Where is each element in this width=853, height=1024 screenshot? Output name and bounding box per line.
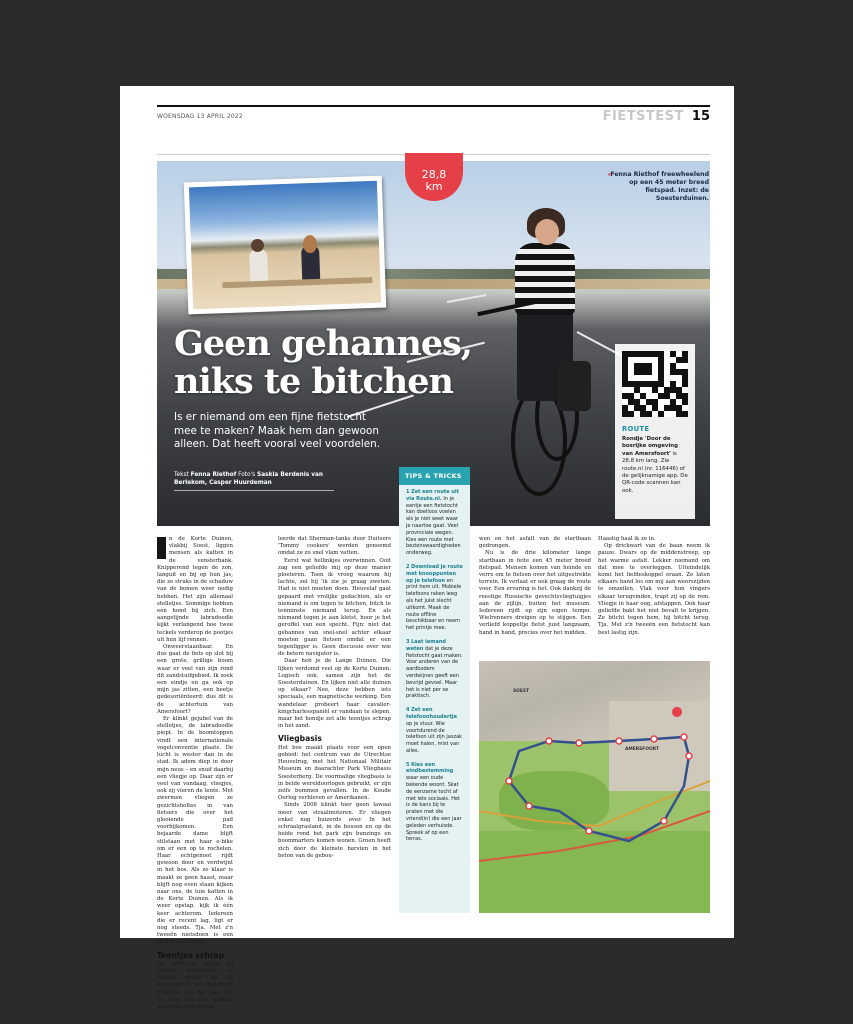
paragraph: Er klinkt gejubel van de stelletjes, de labradoodle piept. In de boomtoppen vindt een internationale vogelconventie plaats. De lucht is wester dan in de stad. Ik adem diep in door mijn neus – en snuif daarbij een vliegje op. Daar zijn er veel van vandaag, vliegjes, ook zij vieren de lente. Met zwermen vliegen ze gezichtsholtes in van fietsers die over het glooiende pad voorbijkomen. Een bejaarde dame blijft stilstaan met haar e-bike om er een op te rochelen. Haar echtgenoot rijdt gewoon door en verdwijnt in het bos. Als ze klaar is maakt ze geen haast, maar blijft nog even staan kijken naar ons, de luie katten in de Korte Duinen. Als ik weer opstap, kijk ik één keer achterom. Iedereen die er recent lag, ligt er nog steeds. Tja. Met z'n tweeën nietsdoen is een stuk makkelijker. — [157, 716, 233, 946]
tip-item — [406, 564, 463, 632]
paragraph: Daar heb je de Lange Duinen. Die lijken verdomd veel op de Korte Duinen. Logisch ook, samen zijn het de Soesterduinen. En lijken niet alle duinen op elkaar? Nee, deze hebben iets speciaals, een magnetische werking. Een wandelaar probeert haar cavalier-kingcharlesspaniël er vandaan te slepen, maar het hondje zet alle teentjes schrap in het zand. — [278, 658, 391, 730]
paragraph: Haastig haal ik ze in. — [598, 536, 656, 542]
person-figure — [249, 249, 268, 284]
section-name: FIETSTEST — [602, 108, 684, 124]
route-node — [616, 738, 622, 744]
paragraph: Onweerstaanbaar. En dus gaat de fiets op slot bij een grote, grillige boom waar er veel van zijn rond dit zandstuifgebied. Ik zoek een eindje en ga ook op mijn jas zitten, een beetje gedesoriënteerd: dus dit is de achtertuin van Amersfoort? — [157, 644, 233, 715]
route-node — [526, 803, 532, 809]
cyclist-figure — [487, 211, 627, 511]
distance-value: 28,8 — [421, 168, 447, 181]
paragraph: Op drickwart van de baan neem ik pauze. Dwars op de middenstreep, op het warme asfalt. Lekker niemand om dat mee te overleggen. Uiteindelijk komt het liefdeskoppel eraan. Ze laten elkaars hand los om mij aan weerszijden te omzeilen. Vlak voor hun vingers elkaar terugvinden, trapt zij op de rem. Vliegje in haar oog, afstappen. Ook haar geliefde bakt het niet bevalt te krijgen. Ze bitcht tegen hem, hij bitcht terug. Tja. Met z'n tweeën een fietstocht kan best lastig zijn. — [598, 543, 710, 636]
tip-number: 1 — [406, 489, 410, 495]
tip-text: waar een oude bekende woont. Skat de eenzame tocht af met iets sociaals. Het is de kans bij te praten met die vriend(in) die een jaar geleden verhuisde. Spreek af op een terras. — [406, 775, 462, 843]
map-overlay — [479, 661, 710, 913]
paragraph: leerde dat Sherman-tanks door Duitsers 'Tommy cookers' werden genoemd omdat ze zo snel vlam vatten. — [278, 536, 391, 557]
tip-item — [406, 762, 463, 844]
tip-item — [406, 489, 463, 557]
route-node — [681, 734, 687, 740]
article-column-4 — [598, 536, 710, 658]
tip-text: op je stuur. Wie voortdurend de telefoon uit zijn jaszak moet halen, mist van alles. — [406, 720, 463, 754]
subheading: Vliegbasis — [278, 734, 322, 744]
paragraph: De fietstocht begon bij station Amersfoort en eindigt straks na 28 kilometer in het historisch centrum van die stad. Op de heft ligt het militair museum waar ik ooit — [157, 960, 233, 1010]
page-number: 15 — [691, 108, 710, 124]
article-intro: Is er niemand om een fijne fietstocht mee te maken? Maak hem dan gewoon alleen. Dat heeft vooral veel voordelen. — [174, 411, 381, 450]
paragraph: wen en het asfalt van de startbaan gedrongen. — [479, 536, 591, 550]
distance-unit: km — [425, 180, 443, 193]
route-node — [586, 828, 592, 834]
bike-bag — [557, 361, 591, 411]
qr-module — [682, 411, 688, 417]
rider-face — [535, 219, 559, 245]
header-right — [603, 109, 710, 124]
page-header — [157, 105, 710, 125]
map-pin-icon — [672, 707, 682, 727]
tips-body — [399, 485, 470, 843]
tip-number: 2 — [406, 563, 410, 570]
inset-image — [189, 181, 381, 309]
tips-heading: TIPS & TRICKS — [399, 467, 470, 485]
tip-item — [406, 639, 463, 700]
subheading: Teentjes schrap — [157, 950, 225, 960]
paragraph: Nu is de drie kilometer lange startbaan in feite een 45 meter breed fietspad. Mensen komen van heinde en verre om te fietsen over het uitgestrekte terrein. Ik verlaat er ook graag de route voor. Een ervaring is het. Ook dankzij de reestige Russische gevechtsvliegtuigjes aan de zijlijn, buiten het museum. Iedereen rijdt op zijn eigen tempo. Wielrenners dreigen op te stijgen. Een verliefd koppeltje fietst juist langzaam, hand in hand, precies over het midden. — [479, 550, 591, 636]
article-column-2 — [278, 536, 391, 916]
map-railway — [479, 811, 710, 861]
distance-badge — [405, 153, 463, 201]
qr-code[interactable] — [622, 351, 688, 417]
route-text: Rondje 'Door de bosrijke omgeving van Amersfoort' is 28,8 km lang. Zie route.nl (nr. 116446) of de gelijknamige app. De QR-code scannen kan ook. — [622, 436, 688, 494]
drop-cap — [157, 537, 166, 559]
paragraph: Eerst wat hellinkjes overwinnen. Ooit zag een geliefde mij op deze manier ploeteren. Toen ik vroeg waarom hij lachte, zei hij 'ik zie je graag zweten. Had ie niet moeten doen. Heuvelaf gaat gepaard met vrolijke gedachten, als er niemand is om tegen te bitchen, bitch te tenminste niemand terug. En als niemand tegen je aan kletst, hoor je het geroffel van een specht. Fijn: niet dat gehannes van snel-snel achter elkaar moeten gaan fietsen omdat er een tegenligger is. Geen discussie over wie de betere navigator is. — [278, 557, 391, 658]
paragraph: Het bos maakt plaats voor een open gebied: het centrum van de Utrechtse Heuvelrug, met het Nationaal Militair Museum en daarachter Park Vliegbasis Soesterberg. De voormalige vliegbasis is in beide wereldoorlogen gebruikt, er zijn zelfs bommen gevallen. In de Koude Oorlog verbleven er Amerikanen. — [278, 744, 391, 802]
route-node — [661, 818, 667, 824]
tip-number: 5 — [406, 761, 410, 768]
route-node — [686, 753, 692, 759]
route-node — [546, 738, 552, 744]
route-label: ROUTE — [622, 425, 650, 433]
tip-text: In je eentje een fietstocht kan doelloos voelen als je niet weet waar je naartoe gaat. Veel provinciale wegen. Kies een route met bezienswaardigheden onderweg. — [406, 495, 461, 557]
byline: Tekst Fenna Riethof Foto's Saskia Berdenis van Berlekom, Casper Huurdeman — [174, 471, 334, 491]
paragraph: n de Korte Duinen, vlakbij Soest, liggen mensen als katten in de vensterbank. Knipperend tegen de zon, languit en bij op hun jas, die ze straks in de schaduw van de bomen weer nodig hebben. Het zijn allemaal stelletjes. Sommige hebben een hond bij zich. Een aangelijnde labradoodle kijkt verlangend hoe twee teckels verderop de pootjes uit hun lijf rennen. — [157, 536, 233, 643]
route-node — [651, 736, 657, 742]
tip-title: Zet een route uit via Route.nl. — [406, 489, 459, 502]
tips-sidebar — [399, 467, 470, 913]
route-box — [615, 344, 695, 519]
route-node — [576, 740, 582, 746]
caption-arrow-icon: ◂ — [607, 171, 611, 178]
article-column-1 — [157, 536, 233, 1010]
tip-text: dat je deze fietstocht gaat maken. Voor anderen van de aardbodem verdwijnen geeft een bevrijd gevoel. Maar het is niet per se praktisch. — [406, 645, 463, 700]
photo-caption: ◂Fenna Riethof freewheelend op een 45 meter breed fietspad. Inzet: de Soesterduinen. — [607, 171, 709, 202]
tip-text: en print hem uit. Mobiele telefoons raken leeg als het juist slecht uitkomt. Maak de route offline beschikbaar en neem het printje mee. — [406, 577, 462, 632]
tip-number: 3 — [406, 638, 410, 645]
inset-photo-soesterduinen — [184, 176, 386, 315]
tip-title: Download je route met knooppunten op je telefoon — [406, 563, 463, 584]
issue-date: WOENSDAG 13 APRIL 2022 — [157, 112, 243, 120]
tip-number: 4 — [406, 707, 410, 714]
article-headline: Geen gehannes, niks te bitchen — [174, 323, 472, 402]
map-label-amersfoort: AMERSFOORT — [625, 747, 659, 752]
paragraph: Sinds 2008 klinkt hier geen lawaai meer van straalmotoren. Er vliegen enkel nog buizerds over. In het schraalgrasland, in de bossen en op de heide rond het park zijn bunzings en boommarters komen wonen. Groen heeft zich door de kleinste barsten in het beton van de gebou- — [278, 802, 391, 859]
article-column-3 — [479, 536, 591, 658]
tip-title: Kies een eindbestemming — [406, 761, 454, 775]
bench — [222, 277, 372, 288]
newspaper-page — [120, 86, 734, 1010]
map-label-soest: SOEST — [513, 689, 530, 694]
tip-title: Laat iemand weten — [406, 638, 446, 652]
route-node — [506, 778, 512, 784]
runway-marking — [447, 294, 487, 303]
tip-title: Zet een telefoonhoudertje — [406, 707, 457, 720]
tip-item — [406, 707, 463, 755]
route-map[interactable] — [479, 661, 710, 913]
